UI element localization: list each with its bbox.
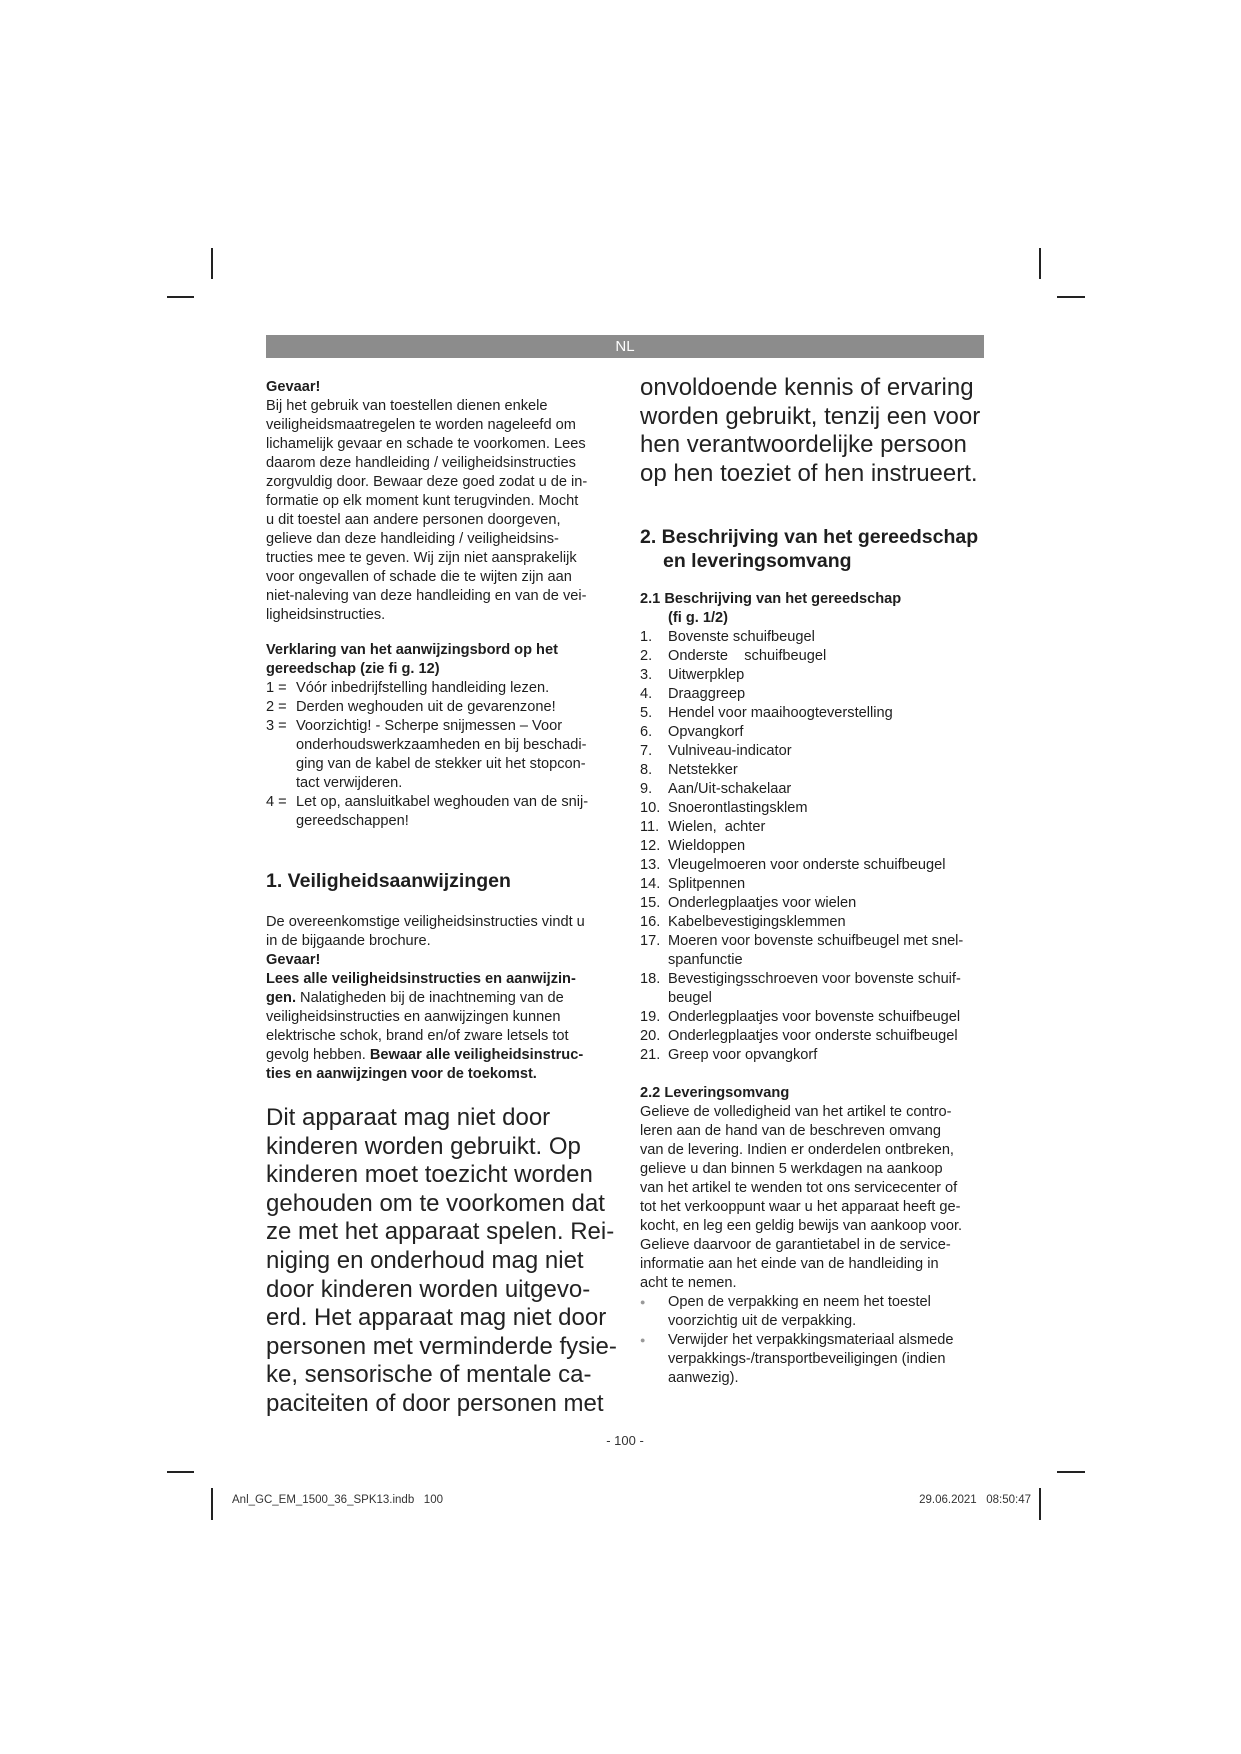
list-item-line	[266, 698, 616, 717]
bold-text: Bewaar alle veiligheidsinstruc-	[369, 1047, 584, 1063]
item-text: Uitwerpklep	[668, 667, 745, 683]
item-text: Moeren voor bovenste schuifbeugel met snel-	[668, 933, 964, 949]
bullet-icon	[640, 1350, 668, 1369]
text-line: door kinderen worden uitgevo-	[266, 1275, 591, 1303]
item-number	[266, 736, 296, 755]
bullet-text: voorzichtig uit de verpakking.	[668, 1313, 857, 1329]
item-number: 8.	[640, 762, 653, 778]
bullet-line	[640, 1312, 990, 1331]
item-text: Let op, aansluitkabel weghouden van de snij-	[296, 794, 589, 810]
list-item	[640, 761, 990, 780]
sign-explanation	[266, 641, 616, 831]
text-line: De overeenkomstige veiligheidsinstructies vindt u	[266, 914, 585, 930]
item-number: 4 =	[266, 794, 287, 810]
list-item-line	[640, 894, 990, 913]
list-item-line	[640, 704, 990, 723]
bullet-line	[640, 1331, 990, 1350]
text-line: Gelieve daarvoor de garantietabel in de service-	[640, 1237, 951, 1253]
list-item	[266, 793, 616, 831]
text-line	[266, 989, 616, 1008]
item-number: 6.	[640, 724, 653, 740]
list-item-line	[266, 736, 616, 755]
delivery-text	[640, 1103, 990, 1293]
subsection-title: 2.1 Beschrijving van het gereedschap	[640, 591, 902, 607]
list-item-line	[266, 774, 616, 793]
list-item-line	[640, 856, 990, 875]
crop-mark	[1057, 296, 1085, 298]
sign-items-list	[266, 679, 616, 831]
item-text: Wieldoppen	[668, 838, 746, 854]
bullet-text: aanwezig).	[668, 1370, 739, 1386]
list-item-line	[640, 913, 990, 932]
bullet-line	[640, 1350, 990, 1369]
crop-mark	[1057, 1471, 1085, 1473]
item-text: Splitpennen	[668, 876, 746, 892]
item-number: 1 =	[266, 680, 287, 696]
list-item-line	[266, 717, 616, 736]
text-line: paciteiten of door personen met	[266, 1389, 604, 1417]
item-number: 11.	[640, 819, 660, 835]
text-line: ligheidsinstructies.	[266, 607, 386, 623]
item-text: Snoerontlastingsklem	[668, 800, 808, 816]
list-item-line	[640, 970, 990, 989]
list-item	[640, 742, 990, 761]
item-number: 3.	[640, 667, 653, 683]
item-number: 7.	[640, 743, 653, 759]
item-number: 4.	[640, 686, 653, 702]
list-item	[640, 799, 990, 818]
item-number	[266, 774, 296, 793]
bullet-icon: ●	[640, 1335, 646, 1345]
item-text: Greep voor opvangkorf	[668, 1047, 818, 1063]
child-safety-notice	[266, 1104, 626, 1419]
list-item-line	[640, 723, 990, 742]
list-item-line	[266, 812, 616, 831]
item-text: Draaggreep	[668, 686, 746, 702]
item-number: 14.	[640, 876, 661, 892]
list-item-line	[640, 799, 990, 818]
item-text: Opvangkorf	[668, 724, 744, 740]
list-item-line	[640, 1027, 990, 1046]
warning-title: Gevaar!	[266, 379, 321, 395]
list-item-line	[266, 793, 616, 812]
item-number: 16.	[640, 914, 661, 930]
item-number: 5.	[640, 705, 653, 721]
list-item	[266, 717, 616, 793]
text-line: personen met verminderde fysie-	[266, 1332, 617, 1360]
list-item-line	[640, 742, 990, 761]
item-number: 15.	[640, 895, 661, 911]
sign-title	[266, 641, 616, 679]
text-line: van het artikel te wenden tot ons servicecenter of	[640, 1180, 958, 1196]
list-item	[640, 856, 990, 875]
item-text: Bevestigingsschroeven voor bovenste schuif-	[668, 971, 961, 987]
text-line: op hen toeziet of hen instrueert.	[640, 459, 978, 487]
text-line: van de levering. Indien er onderdelen ontbreken,	[640, 1142, 954, 1158]
parts-list	[640, 628, 990, 1065]
crop-mark	[211, 248, 213, 279]
timestamp: 29.06.2021 08:50:47	[919, 1494, 1031, 1506]
section-1-title: 1. Veiligheidsaanwijzingen	[266, 870, 511, 892]
list-item-line	[640, 1046, 990, 1065]
text-line: veiligheidsmaatregelen te worden nageleefd om	[266, 417, 576, 433]
bullet-text: Open de verpakking en neem het toestel	[668, 1294, 931, 1310]
sign-title-line: Verklaring van het aanwijzingsbord op het	[266, 642, 558, 658]
list-item-line	[640, 875, 990, 894]
text-line: u dit toestel aan andere personen doorgeven,	[266, 512, 561, 528]
text-line	[266, 1046, 616, 1065]
list-item-line	[640, 780, 990, 799]
text-line: Gelieve de volledigheid van het artikel te contro-	[640, 1104, 952, 1120]
list-item-line	[266, 679, 616, 698]
list-item	[266, 698, 616, 717]
list-item	[640, 1027, 990, 1046]
title-line: en leveringsomvang	[663, 550, 852, 572]
list-item	[640, 666, 990, 685]
item-number	[266, 812, 296, 831]
text-line: Bij het gebruik van toestellen dienen enkele	[266, 398, 548, 414]
bullet-item	[640, 1293, 990, 1331]
bullet-item	[640, 1331, 990, 1388]
list-item	[640, 1008, 990, 1027]
list-item-line	[640, 1008, 990, 1027]
text-line: veiligheidsinstructies en aanwijzingen kunnen	[266, 1009, 561, 1025]
item-number: 18.	[640, 971, 661, 987]
item-text: Vleugelmoeren voor onderste schuifbeugel	[668, 857, 946, 873]
bullet-icon	[640, 1369, 668, 1388]
item-text: Vulniveau-indicator	[668, 743, 792, 759]
list-item	[640, 647, 990, 666]
item-text: Voorzichtig! - Scherpe snijmessen – Voor	[296, 718, 563, 734]
item-text: Aan/Uit-schakelaar	[668, 781, 792, 797]
text-line: kinderen worden gebruikt. Op	[266, 1132, 581, 1160]
item-text: Netstekker	[668, 762, 738, 778]
warning-label: Gevaar!	[266, 952, 321, 968]
item-text: tact verwijderen.	[296, 775, 403, 791]
list-item-line	[640, 666, 990, 685]
list-item-line	[640, 685, 990, 704]
item-text: Kabelbevestigingsklemmen	[668, 914, 846, 930]
list-item	[640, 875, 990, 894]
bullet-line	[640, 1369, 990, 1388]
text-line: tot het verkooppunt waar u het apparaat heeft ge-	[640, 1199, 961, 1215]
crop-mark	[211, 1488, 213, 1520]
list-item	[640, 704, 990, 723]
bullet-line	[640, 1293, 990, 1312]
list-item	[640, 970, 990, 1008]
text-line: erd. Het apparaat mag niet door	[266, 1304, 607, 1332]
text-line: gelieve u dan binnen 5 werkdagen na aankoop	[640, 1161, 943, 1177]
item-text: ging van de kabel de stekker uit het stopcon-	[296, 756, 586, 772]
list-item	[640, 932, 990, 970]
warning-text	[266, 397, 616, 625]
item-text: Derden weghouden uit de gevarenzone!	[296, 699, 556, 715]
language-header-bar: NL	[266, 335, 984, 358]
text-line: leren aan de hand van de beschreven omvang	[640, 1123, 942, 1139]
item-text: Onderlegplaatjes voor wielen	[668, 895, 857, 911]
list-item	[640, 818, 990, 837]
crop-mark	[1039, 248, 1041, 279]
text-line: niet-naleving van deze handleiding en van de vei-	[266, 588, 587, 604]
text-line: Dit apparaat mag niet door	[266, 1104, 551, 1131]
item-number: 3 =	[266, 718, 287, 734]
text-line: hen verantwoordelijke persoon	[640, 431, 967, 459]
item-number: 20.	[640, 1028, 661, 1044]
list-item	[640, 723, 990, 742]
list-item	[266, 679, 616, 698]
text-line: voor ongevallen of schade die te wijten zijn aan	[266, 569, 572, 585]
item-text: beugel	[668, 990, 712, 1006]
list-item	[640, 1046, 990, 1065]
item-text: Bovenste schuifbeugel	[668, 629, 815, 645]
bullet-text: verpakkings-/transportbeveiligingen (indien	[668, 1351, 946, 1367]
text-line: elektrische schok, brand en/of zware letsels tot	[266, 1028, 569, 1044]
item-number: 12.	[640, 838, 661, 854]
item-number: 2.	[640, 648, 653, 664]
list-item-line	[266, 755, 616, 774]
text-line: formatie op elk moment kunt terugvinden. Mocht	[266, 493, 579, 509]
item-number	[640, 989, 668, 1008]
section-2-title	[640, 525, 1000, 573]
child-safety-notice-continued	[640, 374, 1000, 488]
list-item	[640, 913, 990, 932]
item-number	[640, 951, 668, 970]
item-number: 21.	[640, 1047, 661, 1063]
list-item	[640, 685, 990, 704]
text-line: acht te nemen.	[640, 1275, 737, 1291]
list-item-line	[640, 818, 990, 837]
item-number: 1.	[640, 629, 653, 645]
title-line: 2. Beschrijving van het gereedschap	[640, 526, 979, 548]
text-line: kinderen moet toezicht worden	[266, 1161, 593, 1189]
list-item	[640, 628, 990, 647]
item-text: Vóór inbedrijfstelling handleiding lezen.	[296, 680, 550, 696]
list-item-line	[640, 628, 990, 647]
text-line: tructies mee te geven. Wij zijn niet aansprakelijk	[266, 550, 577, 566]
crop-mark	[167, 1471, 194, 1473]
list-item	[640, 837, 990, 856]
list-item-line	[640, 647, 990, 666]
list-item	[640, 894, 990, 913]
text-line: daarom deze handleiding / veiligheidsinstructies	[266, 455, 576, 471]
text-line: ke, sensorische of mentale ca-	[266, 1361, 592, 1389]
item-text: gereedschappen!	[296, 813, 409, 829]
text-line: Lees alle veiligheidsinstructies en aanwijzin-	[266, 971, 576, 987]
text-line: zorgvuldig door. Bewaar deze goed zodat u de in-	[266, 474, 588, 490]
list-item-line	[640, 951, 990, 970]
subsection-title: 2.2 Leveringsomvang	[640, 1085, 790, 1101]
crop-mark	[1039, 1488, 1041, 1520]
bullet-list	[640, 1293, 990, 1388]
file-name: Anl_GC_EM_1500_36_SPK13.indb 100	[232, 1494, 443, 1506]
item-number: 19.	[640, 1009, 661, 1025]
text-line: kocht, en leg een geldig bewijs van aankoop voor.	[640, 1218, 963, 1234]
item-number: 13.	[640, 857, 661, 873]
text: Nalatigheden bij de inachtneming van de	[296, 990, 564, 1006]
section-1-body	[266, 913, 616, 1084]
item-number: 10.	[640, 800, 661, 816]
list-item	[640, 780, 990, 799]
list-item-line	[640, 837, 990, 856]
bullet-icon	[640, 1312, 668, 1331]
text: gevolg hebben.	[266, 1047, 370, 1063]
bold-text: gen.	[266, 990, 296, 1006]
item-text: Onderlegplaatjes voor bovenste schuifbeugel	[668, 1009, 961, 1025]
delivery-scope	[640, 1084, 990, 1388]
text-line: gelieve dan deze handleiding / veiligheidsins-	[266, 531, 559, 547]
text-line: niging en onderhoud mag niet	[266, 1246, 584, 1274]
list-item-line	[640, 932, 990, 951]
item-text: Hendel voor maaihoogteverstelling	[668, 705, 893, 721]
item-number: 9.	[640, 781, 653, 797]
item-number: 17.	[640, 933, 661, 949]
text-line: ze met het apparaat spelen. Rei-	[266, 1218, 615, 1246]
item-text: Wielen, achter	[668, 819, 766, 835]
text-line: in de bijgaande brochure.	[266, 933, 431, 949]
warning-section	[266, 378, 616, 625]
text-line: onvoldoende kennis of ervaring	[640, 374, 974, 401]
item-number: 2 =	[266, 699, 287, 715]
bullet-text: Verwijder het verpakkingsmateriaal alsmede	[668, 1332, 954, 1348]
parts-description	[640, 590, 990, 1065]
text-line: lichamelijk gevaar en schade te voorkomen. Lees	[266, 436, 586, 452]
sign-title-line: gereedschap (zie fi g. 12)	[266, 661, 440, 677]
list-item-line	[640, 989, 990, 1008]
subsection-title: (fi g. 1/2)	[668, 610, 728, 626]
text-line: informatie aan het einde van de handleiding in	[640, 1256, 939, 1272]
crop-mark	[167, 296, 194, 298]
item-text: onderhoudswerkzaamheden en bij beschadi-	[296, 737, 587, 753]
page-number: - 100 -	[606, 1433, 644, 1448]
item-text: spanfunctie	[668, 952, 743, 968]
text-line: ties en aanwijzingen voor de toekomst.	[266, 1066, 537, 1082]
list-item-line	[640, 761, 990, 780]
text-line: gehouden om te voorkomen dat	[266, 1189, 605, 1217]
item-number	[266, 755, 296, 774]
item-text: Onderlegplaatjes voor onderste schuifbeugel	[668, 1028, 958, 1044]
item-text: Onderste schuifbeugel	[668, 648, 827, 664]
bullet-icon: ●	[640, 1297, 646, 1307]
text-line: worden gebruikt, tenzij een voor	[640, 402, 981, 430]
